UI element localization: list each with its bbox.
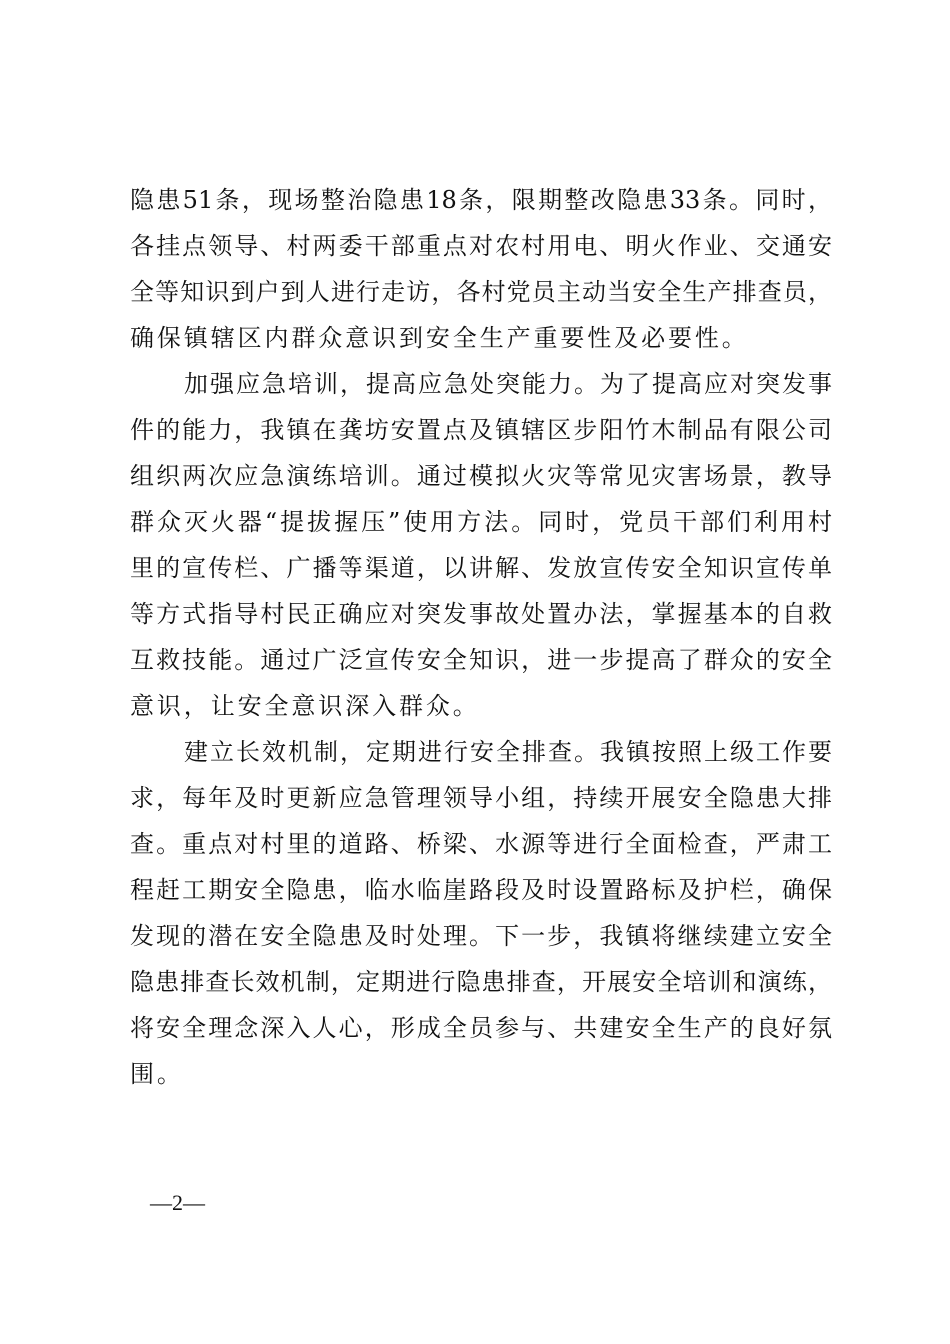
text-line: 各挂点领导、村两委干部重点对农村用电、明火作业、交通安 xyxy=(130,232,832,260)
text-line: 组织两次应急演练培训。通过模拟火灾等常见灾害场景，教导 xyxy=(130,462,832,490)
text-line: 程赶工期安全隐患，临水临崖路段及时设置路标及护栏，确保 xyxy=(130,876,832,904)
text-line: 确保镇辖区内群众意识到安全生产重要性及必要性。 xyxy=(130,324,749,352)
text-line: 互救技能。通过广泛宣传安全知识，进一步提高了群众的安全 xyxy=(130,646,832,674)
paragraph xyxy=(130,361,832,729)
text-line: 隐患51条，现场整治隐患18条，限期整改隐患33条。同时， xyxy=(130,186,832,214)
text-line: 件的能力，我镇在龚坊安置点及镇辖区步阳竹木制品有限公司 xyxy=(130,416,832,444)
text-line: 里的宣传栏、广播等渠道，以讲解、发放宣传安全知识宣传单 xyxy=(130,554,832,582)
paragraph xyxy=(130,177,832,361)
text-line: 隐患排查长效机制，定期进行隐患排查，开展安全培训和演练， xyxy=(130,968,832,996)
paragraph xyxy=(130,729,832,1097)
page-number: —2— xyxy=(150,1190,205,1215)
text-line: 查。重点对村里的道路、桥梁、水源等进行全面检查，严肃工 xyxy=(130,830,832,858)
text-line: 等方式指导村民正确应对突发事故处置办法，掌握基本的自救 xyxy=(130,600,832,628)
text-line: 将安全理念深入人心，形成全员参与、共建安全生产的良好氛 xyxy=(130,1014,832,1042)
text-line: 围。 xyxy=(130,1060,184,1088)
text-line: 意识，让安全意识深入群众。 xyxy=(130,692,480,720)
text-line: 发现的潜在安全隐患及时处理。下一步，我镇将继续建立安全 xyxy=(130,922,832,950)
text-line: 求，每年及时更新应急管理领导小组，持续开展安全隐患大排 xyxy=(130,784,832,812)
document-body xyxy=(130,177,832,1097)
text-line: 加强应急培训，提高应急处突能力。为了提高应对突发事 xyxy=(184,370,832,398)
text-line: 全等知识到户到人进行走访，各村党员主动当安全生产排查员， xyxy=(130,278,832,306)
text-line: 群众灭火器“提拔握压”使用方法。同时，党员干部们利用村 xyxy=(130,508,832,536)
text-line: 建立长效机制，定期进行安全排查。我镇按照上级工作要 xyxy=(184,738,832,766)
